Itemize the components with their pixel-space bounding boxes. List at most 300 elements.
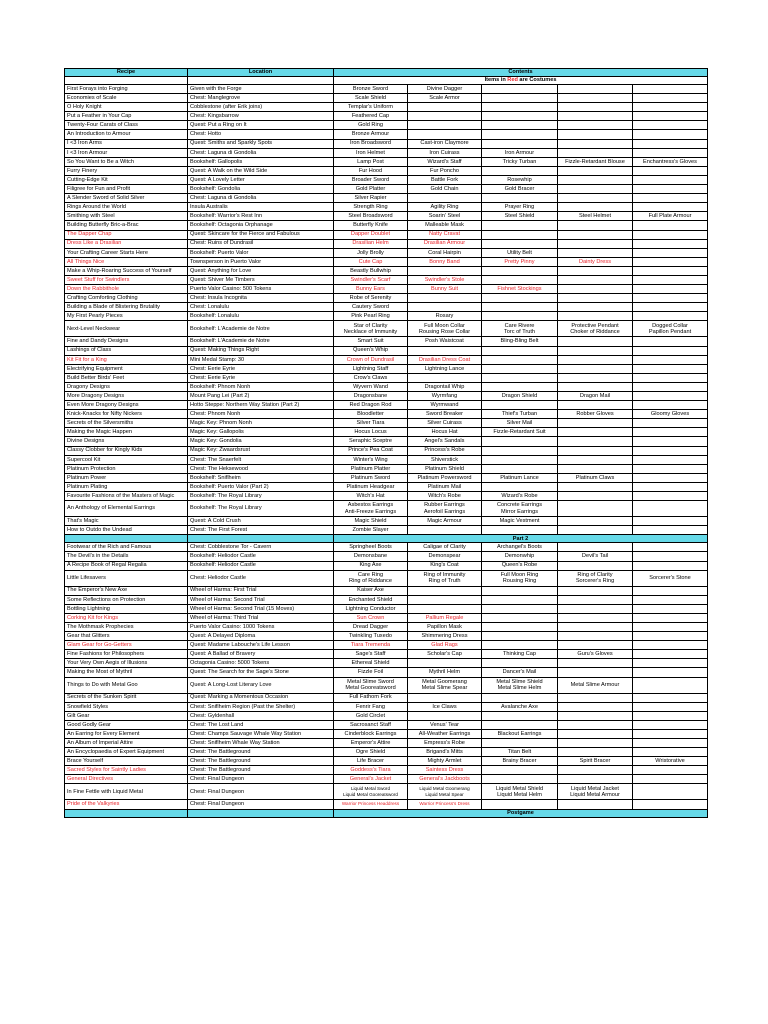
contents-cell [633,185,708,194]
contents-cell [633,312,708,321]
contents-cell [633,492,708,501]
contents-cell [558,85,633,94]
contents-cell [408,526,482,535]
recipe-cell: Supercool Kit [65,455,188,464]
contents-cell: Iron Cuirass [408,148,482,157]
contents-cell [633,94,708,103]
postgame-divider [65,809,708,817]
table-row [65,248,708,257]
contents-cell [558,203,633,212]
contents-cell: Fizzle Foil [334,668,408,677]
header-row [65,69,708,77]
contents-cell [558,185,633,194]
contents-cell [558,148,633,157]
recipe-cell: Fine and Dandy Designs [65,337,188,346]
contents-cell: Thief's Turban [482,410,558,419]
contents-cell: Pallium Regale [408,613,482,622]
contents-cell: Bronze Sword [334,85,408,94]
contents-cell: Swindler's Scarf [334,275,408,284]
table-row [65,711,708,720]
recipe-cell: Make a Whip-Roaring Success of Yourself [65,266,188,275]
recipe-cell: Knick-Knacks for Nifty Nickers [65,410,188,419]
contents-cell: Full Plate Armour [633,212,708,221]
location-cell: Cobblestone (after Erik joins) [188,103,334,112]
table-row [65,729,708,738]
contents-cell: Asbestos Earrings Anti-Freeze Earrings [334,501,408,517]
contents-cell: Dragon Shield [482,392,558,401]
contents-cell: Empress's Robe [408,739,482,748]
contents-cell [633,303,708,312]
contents-cell [558,595,633,604]
contents-cell: Steel Helmet [558,212,633,221]
contents-cell: Drasilian Helm [334,239,408,248]
contents-cell: Feathered Cap [334,112,408,121]
contents-cell: Wyrmwand [408,401,482,410]
contents-cell [558,194,633,203]
location-cell: Bookshelf: Lonalulu [188,312,334,321]
contents-cell: Dragontail Whip [408,382,482,391]
contents-cell: Winter's Wing [334,455,408,464]
recipe-cell: Little Lifesavers [65,570,188,586]
contents-cell [408,346,482,355]
table-row [65,337,708,346]
contents-cell [558,464,633,473]
recipe-cell: Glam Gear for Go-Getters [65,641,188,650]
contents-cell [482,94,558,103]
contents-cell [558,711,633,720]
contents-cell: Platinum Lance [482,473,558,482]
contents-cell: Princess's Robe [408,446,482,455]
contents-cell [558,294,633,303]
contents-cell [633,203,708,212]
contents-cell [558,285,633,294]
contents-cell: Liquid Metal Jacket Liquid Metal Armour [558,784,633,800]
recipe-cell: Down the Rabbithole [65,285,188,294]
table-row [65,175,708,184]
contents-cell: Mythril Helm [408,668,482,677]
contents-cell: Glad Rags [408,641,482,650]
location-cell: Chest: Kingsbarrow [188,112,334,121]
contents-cell [633,139,708,148]
table-row [65,586,708,595]
contents-cell: Rubber Earrings Aerofoil Earrings [408,501,482,517]
contents-cell [633,702,708,711]
contents-cell [633,239,708,248]
contents-cell [633,346,708,355]
contents-cell: Silver Tiara [334,419,408,428]
location-cell: Insula Australis [188,203,334,212]
contents-cell [633,526,708,535]
contents-cell: Platinum Claws [558,473,633,482]
contents-cell [633,586,708,595]
contents-cell: Metal Goomerang Metal Slime Spear [408,677,482,693]
contents-cell [482,800,558,809]
contents-cell [482,775,558,784]
table-row [65,355,708,364]
contents-cell [558,632,633,641]
table-row [65,221,708,230]
contents-cell [482,604,558,613]
contents-cell: General's Jacket [334,775,408,784]
contents-cell: Emperor's Attire [334,739,408,748]
contents-cell [633,711,708,720]
contents-cell [633,464,708,473]
table-row [65,382,708,391]
table-row [65,364,708,373]
table-row [65,212,708,221]
contents-cell [408,711,482,720]
recipe-cell: Platinum Plating [65,482,188,491]
location-cell: Puerto Valor Casino: 1000 Tokens [188,622,334,631]
contents-cell [633,373,708,382]
table-row [65,595,708,604]
table-row [65,604,708,613]
contents-cell [633,613,708,622]
recipe-cell: Even More Dragony Designs [65,401,188,410]
contents-cell [633,230,708,239]
location-cell: Magic Key: Phnom Nonh [188,419,334,428]
contents-cell: Metal Slime Armour [558,677,633,693]
table-row [65,552,708,561]
contents-cell [558,139,633,148]
location-cell: Bookshelf: L'Academie de Notre [188,321,334,337]
contents-cell: Magic Armour [408,517,482,526]
contents-cell: Steel Shield [482,212,558,221]
contents-cell [633,552,708,561]
contents-cell: Blackout Earrings [482,729,558,738]
location-cell: Chest: Final Dungeon [188,800,334,809]
contents-cell: Crown of Dundrasil [334,355,408,364]
contents-cell [633,766,708,775]
contents-cell [482,346,558,355]
contents-cell: Scale Shield [334,94,408,103]
recipe-cell: In Fine Fettle with Liquid Metal [65,784,188,800]
recipe-cell: Making the Magic Happen [65,428,188,437]
contents-cell [558,221,633,230]
location-cell: Chest: Sniflheim Region (Past the Shelter) [188,702,334,711]
contents-cell: Pretty Pinny [482,257,558,266]
table-row [65,94,708,103]
contents-cell [558,112,633,121]
location-cell: Chest: The Lost Land [188,720,334,729]
contents-cell: Ring of Clarity Sorcerer's Ring [558,570,633,586]
contents-cell [633,677,708,693]
contents-cell [633,337,708,346]
contents-cell [558,739,633,748]
recipe-cell: Dress Like a Drasilian [65,239,188,248]
contents-cell [558,613,633,622]
location-cell: Hotto Steppe: Northern Way Station (Part 2) [188,401,334,410]
location-cell: Chest: Cobblestone Tor - Cavern [188,543,334,552]
contents-cell [558,446,633,455]
contents-cell: Angel's Sandals [408,437,482,446]
contents-cell [558,517,633,526]
contents-cell [482,85,558,94]
contents-cell [558,775,633,784]
contents-cell: Iron Helmet [334,148,408,157]
contents-cell [558,659,633,668]
recipe-cell: Things to Do with Metal Goo [65,677,188,693]
contents-cell: Sword Breaker [408,410,482,419]
contents-cell: Gold Circlet [334,711,408,720]
contents-cell: Beastly Bullwhip [334,266,408,275]
contents-cell [482,739,558,748]
recipe-cell: Pride of the Valkyries [65,800,188,809]
contents-cell [558,482,633,491]
contents-cell [558,275,633,284]
contents-cell: Ice Claws [408,702,482,711]
contents-cell: Enchantress's Gloves [633,157,708,166]
location-cell: Quest: Smiths and Sparkly Spots [188,139,334,148]
contents-cell: Thinking Cap [482,650,558,659]
contents-cell: Scale Armor [408,94,482,103]
contents-cell: Agility Ring [408,203,482,212]
recipe-cell: Gear that Glitters [65,632,188,641]
recipe-cell: Economies of Scale [65,94,188,103]
contents-cell [633,355,708,364]
contents-cell: Iron Broadsword [334,139,408,148]
contents-cell: Springheel Boots [334,543,408,552]
location-cell: Chest: Gyldenhall [188,711,334,720]
contents-cell [482,294,558,303]
contents-cell: Saintess Dress [408,766,482,775]
table-row [65,632,708,641]
table-row [65,419,708,428]
contents-cell [408,294,482,303]
contents-cell: Hocus Locus [334,428,408,437]
contents-cell: Cinderblock Earrings [334,729,408,738]
contents-cell: Iron Armour [482,148,558,157]
recipe-cell: Footwear of the Rich and Famous [65,543,188,552]
contents-cell [558,492,633,501]
recipe-cell: A Recipe Book of Regal Regalia [65,561,188,570]
contents-cell: Lightning Staff [334,364,408,373]
contents-cell [482,139,558,148]
contents-cell: Liquid Metal Shield Liquid Metal Helm [482,784,558,800]
contents-cell [633,419,708,428]
contents-cell: Protective Pendant Choker of Riddance [558,321,633,337]
location-cell: Bookshelf: Octagonia Orphanage [188,221,334,230]
contents-cell [558,364,633,373]
contents-cell: Enchanted Shield [334,595,408,604]
contents-cell [558,239,633,248]
location-cell: Chest: Laguna di Gondolia [188,194,334,203]
location-cell: Chest: Eerie Eyrie [188,373,334,382]
location-cell: Chest: Hotto [188,130,334,139]
contents-cell: Dragonsbane [334,392,408,401]
contents-cell [558,266,633,275]
contents-cell [482,641,558,650]
contents-cell [482,364,558,373]
contents-cell [558,748,633,757]
location-cell: Quest: Madame Labouche's Life Lesson [188,641,334,650]
recipe-cell: Next-Level Neckwear [65,321,188,337]
contents-cell [482,303,558,312]
table-row [65,401,708,410]
contents-cell: Avalanche Axe [482,702,558,711]
location-cell: Mount Pang Lei (Part 2) [188,392,334,401]
contents-cell: Bronze Armour [334,130,408,139]
location-cell: Chest: Manglegrove [188,94,334,103]
contents-cell [558,668,633,677]
location-cell: Chest: Lonalulu [188,303,334,312]
contents-cell [482,437,558,446]
location-cell: Bookshelf: Gondolia [188,185,334,194]
contents-cell [633,194,708,203]
contents-cell: Posh Waistcoat [408,337,482,346]
location-cell: Wheel of Harma: First Trial [188,586,334,595]
contents-cell [482,446,558,455]
contents-cell [633,473,708,482]
table-row [65,303,708,312]
table-row [65,121,708,130]
contents-cell: Ogre Shield [334,748,408,757]
contents-cell: Silver Mail [482,419,558,428]
table-row [65,148,708,157]
contents-cell [558,230,633,239]
contents-cell: Platinum Sword [334,473,408,482]
contents-cell [633,784,708,800]
table-row [65,285,708,294]
contents-cell: Gold Ring [334,121,408,130]
table-row [65,473,708,482]
recipe-cell: The Devil's in the Details [65,552,188,561]
contents-cell [558,382,633,391]
contents-cell [633,85,708,94]
contents-cell: Lightning Conductor [334,604,408,613]
recipe-cell: All Things Nice [65,257,188,266]
location-cell: Quest: Skincare for the Fierce and Fabulous [188,230,334,239]
table-row [65,230,708,239]
table-row [65,800,708,809]
contents-cell: Dapper Doublet [334,230,408,239]
contents-cell: Guru's Gloves [558,650,633,659]
contents-cell [408,586,482,595]
contents-cell [482,464,558,473]
location-cell: Chest: The First Forest [188,526,334,535]
contents-cell: Swindler's Stole [408,275,482,284]
recipe-cell: Twenty-Four Carats of Class [65,121,188,130]
location-cell: Bookshelf: The Royal Library [188,501,334,517]
contents-cell: Platinum Shield [408,464,482,473]
contents-cell: Lamp Post [334,157,408,166]
table-row [65,257,708,266]
contents-cell [408,373,482,382]
contents-cell: Coral Hairpin [408,248,482,257]
recipe-cell: Your Very Own Aegis of Illusions [65,659,188,668]
location-cell: Bookshelf: Puerto Valor (Part 2) [188,482,334,491]
recipe-cell: Building a Blade of Blistering Brutality [65,303,188,312]
contents-cell [633,622,708,631]
table-row [65,437,708,446]
contents-cell: Fizzle-Retardant Blouse [558,157,633,166]
contents-cell [482,166,558,175]
contents-cell [633,364,708,373]
recipe-cell: That's Magic [65,517,188,526]
table-row [65,312,708,321]
recipe-cell: An Encyclopaedia of Expert Equipment [65,748,188,757]
location-cell: Chest: The Snaerfelt [188,455,334,464]
contents-cell: Rosary [408,312,482,321]
contents-cell [633,561,708,570]
contents-cell [558,693,633,702]
contents-cell [482,401,558,410]
contents-cell: Care Rivere Torc of Truth [482,321,558,337]
contents-cell [408,130,482,139]
contents-cell [633,632,708,641]
contents-cell [408,595,482,604]
recipe-cell: My First Pearly Pieces [65,312,188,321]
recipe-cell: Making the Most of Mythril [65,668,188,677]
contents-cell [558,94,633,103]
contents-cell [558,130,633,139]
table-row [65,112,708,121]
contents-cell [482,194,558,203]
contents-cell: Templar's Uniform [334,103,408,112]
contents-cell [633,401,708,410]
location-cell: Quest: A Cold Crush [188,517,334,526]
contents-cell: Dogged Collar Papillon Pendant [633,321,708,337]
contents-cell: Fizzle-Retardant Suit [482,428,558,437]
contents-cell [558,312,633,321]
location-cell: Magic Key: Gondolia [188,437,334,446]
table-row [65,446,708,455]
contents-cell [633,257,708,266]
contents-cell: Scholar's Cap [408,650,482,659]
contents-cell [633,382,708,391]
postgame-label: Postgame [334,809,708,817]
contents-cell: Silver Rapier [334,194,408,203]
contents-cell [633,693,708,702]
table-row [65,693,708,702]
contents-cell: Zombie Slayer [334,526,408,535]
contents-cell: Pink Pearl Ring [334,312,408,321]
contents-cell [558,346,633,355]
contents-cell: Witch's Robe [408,492,482,501]
contents-cell: Sun Crown [334,613,408,622]
table-row [65,613,708,622]
contents-cell [558,800,633,809]
contents-cell [558,720,633,729]
contents-cell [633,294,708,303]
recipe-cell: The Dapper Chap [65,230,188,239]
contents-cell: Twinkling Tuxedo [334,632,408,641]
recipe-cell: Sweet Stuff for Swindlers [65,275,188,284]
contents-cell [558,419,633,428]
contents-cell: Crow's Claws [334,373,408,382]
location-cell: Bookshelf: Warrior's Rest Inn [188,212,334,221]
location-cell: Quest: A Long-Lost Literary Love [188,677,334,693]
contents-cell: Archangel's Boots [482,543,558,552]
contents-cell [633,543,708,552]
recipe-cell: Favourite Fashions of the Masters of Magic [65,492,188,501]
contents-cell: Demonwhip [482,552,558,561]
contents-cell [558,121,633,130]
location-cell: Chest: The Heksewood [188,464,334,473]
table-row [65,203,708,212]
table-row [65,85,708,94]
recipe-cell: An Album of Imperial Attire [65,739,188,748]
contents-cell: Steel Broadsword [334,212,408,221]
table-row [65,526,708,535]
contents-cell: Metal Slime Shield Metal Slime Helm [482,677,558,693]
contents-cell: Queen's Whip [334,346,408,355]
contents-cell: Bunny Suit [408,285,482,294]
contents-cell [482,613,558,622]
location-cell: Chest: Ruins of Dundrasil [188,239,334,248]
recipe-cell: Dragony Designs [65,382,188,391]
location-cell: Chest: Champs Sauvage Whale Way Station [188,729,334,738]
